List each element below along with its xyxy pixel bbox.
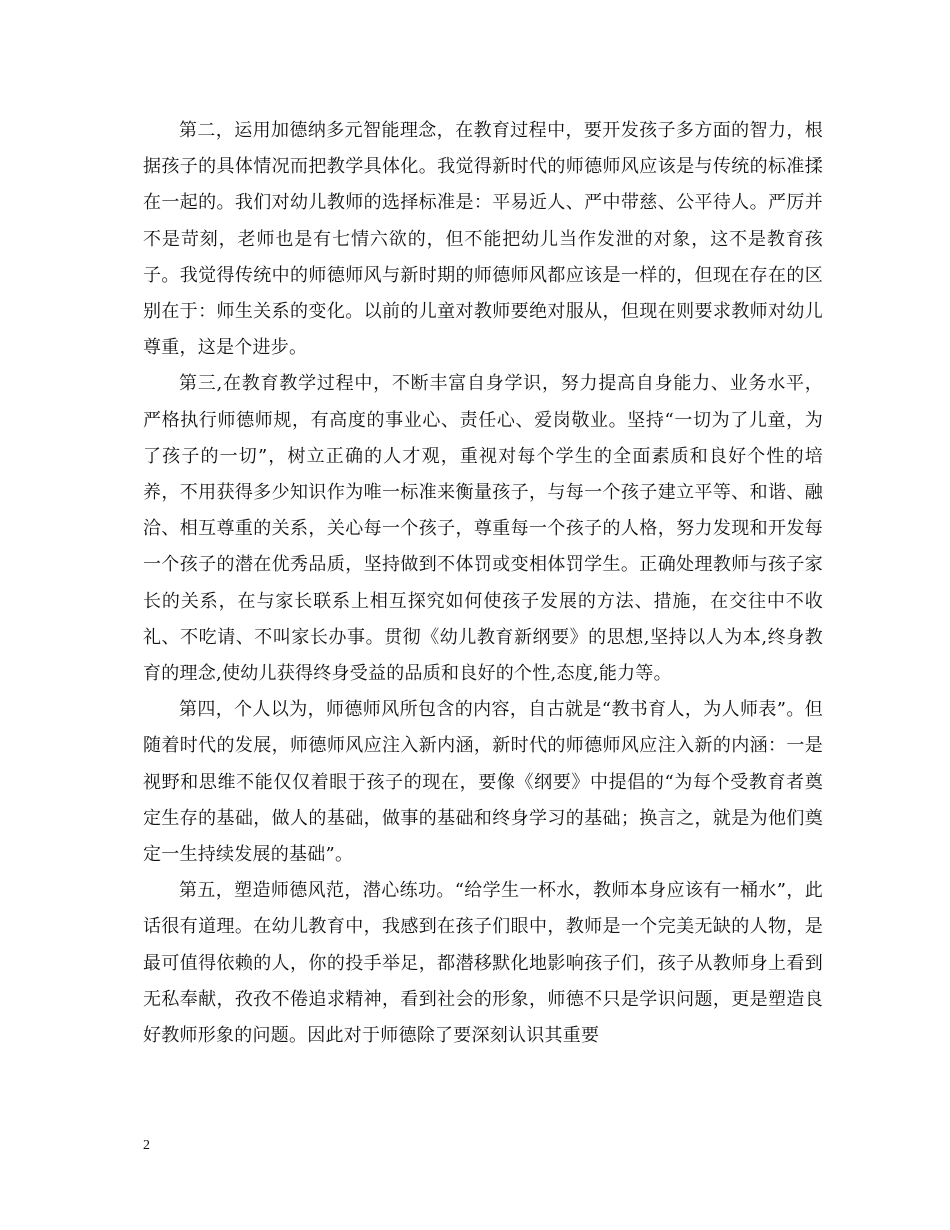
paragraph-fourth-point: 第四，个人以为，师德师风所包含的内容，自古就是“教书育人，为人师表”。但随着时代的发展，师德师风应注入新内涵，新时代的师德师风应注入新的内涵：一是视野和思维不能仅仅着眼于孩子的现在，要像《纲要》中提倡的“为每个受教育者奠定生存的基础，做人的基础，做事的基础和终身学习的基础；换言之，就是为他们奠定一生持续发展的基础”。	[143, 699, 823, 866]
document-body	[143, 113, 823, 1054]
paragraph-third-point: 第三,在教育教学过程中，不断丰富自身学识，努力提高自身能力、业务水平，严格执行师德师规，有高度的事业心、责任心、爱岗敬业。坚持“一切为了儿童，为了孩子的一切”，树立正确的人才观，重视对每个学生的全面素质和良好个性的培养，不用获得多少知识作为唯一标准来衡量孩子，与每一个孩子建立平等、和谐、融洽、相互尊重的关系，关心每一个孩子，尊重每一个孩子的人格，努力发现和开发每一个孩子的潜在优秀品质，坚持做到不体罚或变相体罚学生。正确处理教师与孩子家长的关系，在与家长联系上相互探究如何使孩子发展的方法、措施，在交往中不收礼、不吃请、不叫家长办事。贯彻《幼儿教育新纲要》的思想,坚持以人为本,终身教育的理念,使幼儿获得终身受益的品质和良好的个性,态度,能力等。	[143, 373, 823, 685]
paragraph-second-point: 第二，运用加德纳多元智能理念，在教育过程中，要开发孩子多方面的智力，根据孩子的具体情况而把教学具体化。我觉得新时代的师德师风应该是与传统的标准揉在一起的。我们对幼儿教师的选择标准是：平易近人、严中带慈、公平待人。严厉并不是苛刻，老师也是有七情六欲的，但不能把幼儿当作发泄的对象，这不是教育孩子。我觉得传统中的师德师风与新时期的师德师风都应该是一样的，但现在存在的区别在于：师生关系的变化。以前的儿童对教师要绝对服从，但现在则要求教师对幼儿尊重，这是个进步。	[143, 120, 823, 359]
page-number: 2	[143, 1138, 150, 1153]
paragraph-fifth-point: 第五，塑造师德风范，潜心练功。“给学生一杯水，教师本身应该有一桶水”，此话很有道理。在幼儿教育中，我感到在孩子们眼中，教师是一个完美无缺的人物，是最可值得依赖的人，你的投手举足，都潜移默化地影响孩子们，孩子从教师身上看到无私奉献，孜孜不倦追求精神，看到社会的形象，师德不只是学识问题，更是塑造良好教师形象的问题。因此对于师德除了要深刻认识其重要	[143, 880, 823, 1047]
